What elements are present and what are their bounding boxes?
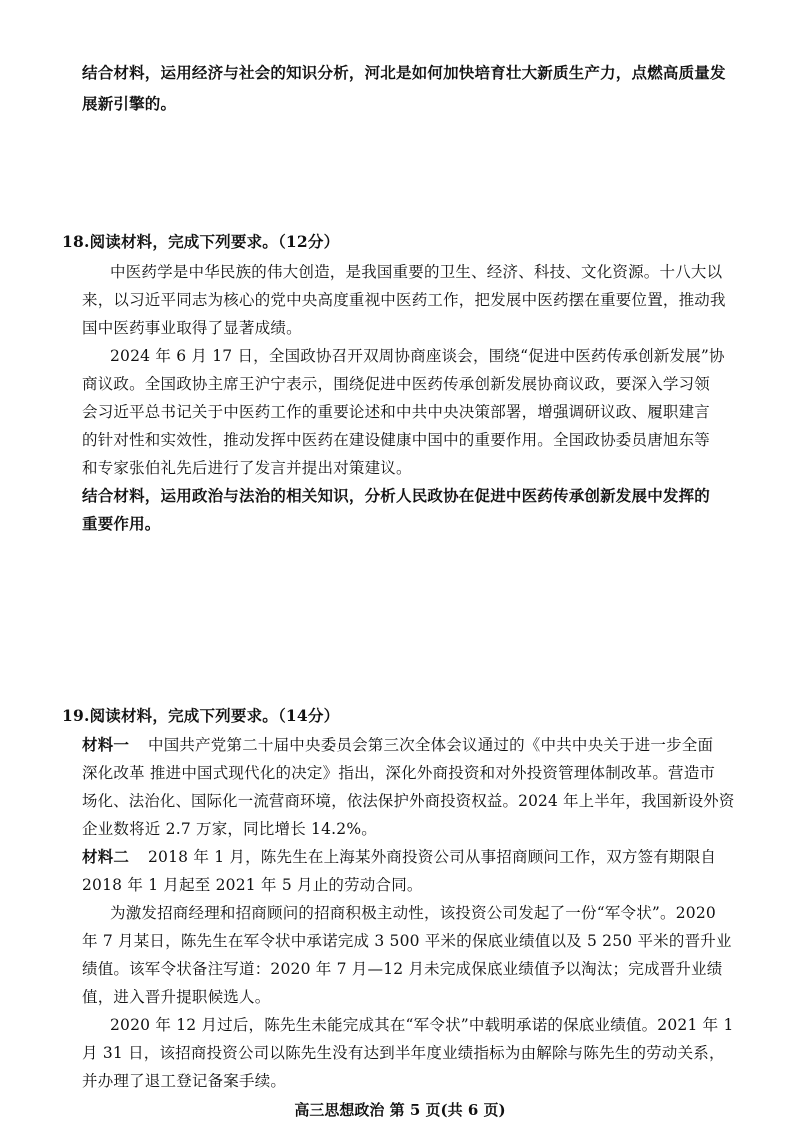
q18-para2-line-5: 和专家张伯礼先后进行了发言并提出对策建议。 bbox=[82, 459, 412, 477]
q19-material2-label: 材料二 bbox=[82, 847, 130, 866]
q19-material1-line-1: 中国共产党第二十届中央委员会第三次全体会议通过的《中共中央关于进一步全面 bbox=[148, 736, 714, 754]
page-footer: 高三思想政治 第 5 页(共 6 页) bbox=[294, 1101, 506, 1119]
q18-para1-line-2: 来，以习近平同志为核心的党中央高度重视中医药工作，把发展中医药摆在重要位置，推动我 bbox=[82, 291, 726, 309]
q19-material1-line-4: 企业数将近 2.7 万家，同比增长 14.2%。 bbox=[82, 820, 377, 838]
q19-material2-p2-line-3: 绩值。该军令状备注写道：2020 年 7 月—12 月未完成保底业绩值予以淘汰；完成晋升业绩 bbox=[82, 960, 723, 978]
q19-material1-line-3: 场化、法治化、国际化一流营商环境，依法保护外商投资权益。2024 年上半年，我国新设外资 bbox=[82, 792, 735, 810]
q18-para1-line-1: 中医药学是中华民族的伟大创造，是我国重要的卫生、经济、科技、文化资源。十八大以 bbox=[110, 263, 723, 281]
q17-task-line-2: 展新引擎的。 bbox=[82, 94, 177, 113]
q19-material1-label: 材料一 bbox=[82, 735, 130, 754]
q19-material2-p3-line-3: 并办理了退工登记备案手续。 bbox=[82, 1072, 287, 1090]
q18-heading: 18.阅读材料，完成下列要求。（12分） bbox=[62, 232, 340, 251]
q19-material2-line-1: 2018 年 1 月，陈先生在上海某外商投资公司从事招商顾问工作，双方签有期限自 bbox=[148, 848, 717, 866]
q18-para1-line-3: 国中医药事业取得了显著成绩。 bbox=[82, 319, 302, 337]
q17-task-line-1: 结合材料，运用经济与社会的知识分析，河北是如何加快培育壮大新质生产力，点燃高质量发 bbox=[82, 63, 726, 82]
q18-task-line-2: 重要作用。 bbox=[82, 514, 161, 533]
q19-heading: 19.阅读材料，完成下列要求。（14分） bbox=[62, 706, 340, 725]
q19-material2-line-2: 2018 年 1 月起至 2021 年 5 月止的劳动合同。 bbox=[82, 876, 423, 894]
q19-material2-p3-line-2: 月 31 日，该招商投资公司以陈先生没有达到半年度业绩指标为由解除与陈先生的劳动关系， bbox=[82, 1044, 725, 1062]
q19-material2-p3-line-1: 2020 年 12 月过后，陈先生未能完成其在“军令状”中载明承诺的保底业绩值。2021 年 1 bbox=[110, 1016, 734, 1034]
q18-para2-line-3: 会习近平总书记关于中医药工作的重要论述和中共中央决策部署，增强调研议政、履职建言 bbox=[82, 403, 711, 421]
q18-para2-line-1: 2024 年 6 月 17 日，全国政协召开双周协商座谈会，围绕“促进中医药传承创新发展”协 bbox=[110, 347, 725, 365]
q19-material1-line-2: 深化改革 推进中国式现代化的决定》指出，深化外商投资和对外投资管理体制改革。营造市 bbox=[82, 764, 716, 782]
q19-material2-p2-line-2: 年 7 月某日，陈先生在军令状中承诺完成 3 500 平米的保底业绩值以及 5 250 平米的晋升业 bbox=[82, 932, 732, 950]
q19-material2-p2-line-4: 值，进入晋升提职候选人。 bbox=[82, 988, 271, 1006]
q18-para2-line-2: 商议政。全国政协主席王沪宁表示，围绕促进中医药传承创新发展协商议政，要深入学习领 bbox=[82, 375, 711, 393]
q18-para2-line-4: 的针对性和实效性，推动发挥中医药在建设健康中国中的重要作用。全国政协委员唐旭东等 bbox=[82, 431, 711, 449]
q19-material2-p2-line-1: 为激发招商经理和招商顾问的招商积极主动性，该投资公司发起了一份“军令状”。2020 bbox=[110, 904, 716, 922]
q18-task-line-1: 结合材料，运用政治与法治的相关知识，分析人民政协在促进中医药传承创新发展中发挥的 bbox=[82, 486, 711, 505]
